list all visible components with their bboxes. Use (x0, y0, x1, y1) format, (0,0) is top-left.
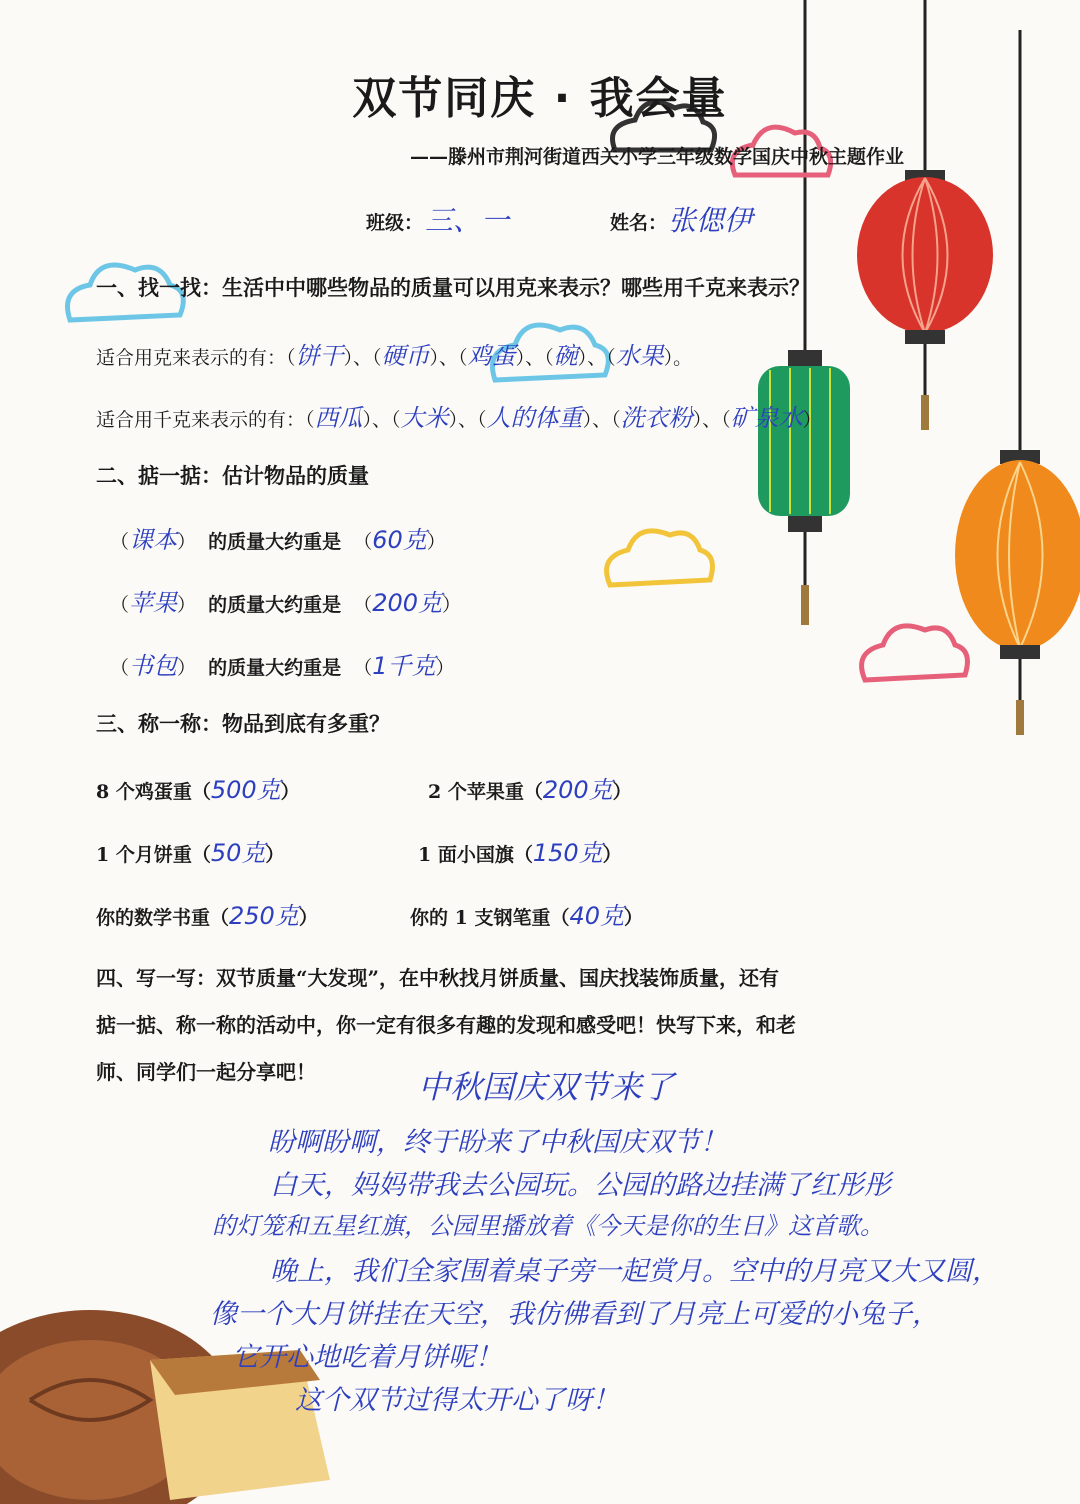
class-value: 三、一 (425, 204, 510, 237)
estimate-middle-text: 的质量大约重是 (208, 594, 342, 616)
weigh-label: 你的数学书重（ (96, 907, 230, 929)
estimate-middle-text: 的质量大约重是 (208, 531, 342, 553)
weigh-row (96, 770, 300, 805)
section1-heading: 一、找一找：生活中中哪些物品的质量可以用克来表示？哪些用千克来表示？ (96, 276, 810, 300)
essay-line: 晚上，我们全家围着桌子旁一起赏月。空中的月亮又大又圆， (270, 1256, 999, 1287)
weigh-close: ） (612, 781, 632, 803)
kg-item: 人的体重 (486, 404, 583, 432)
weigh-value: 50克 (210, 839, 266, 867)
weigh-row (96, 896, 318, 931)
weigh-row (428, 770, 632, 805)
gram-row: 适合用克来表示的有：（饼干）、（硬币）、（鸡蛋）、（碗）、（水果）。 (96, 342, 693, 370)
weigh-close: ） (280, 781, 300, 803)
section4-line: 师、同学们一起分享吧！ (96, 1060, 316, 1084)
weigh-label: 1 个月饼重（ (96, 844, 211, 866)
kg-prefix: 适合用千克来表示的有： (96, 409, 306, 431)
name-value: 张偲伊 (668, 204, 753, 237)
gram-item: 鸡蛋 (467, 342, 516, 370)
estimate-item: 苹果 (129, 589, 178, 617)
weigh-value: 200克 (542, 776, 613, 804)
section4-line: 掂一掂、称一称的活动中，你一定有很多有趣的发现和感受吧！快写下来，和老 (96, 1013, 796, 1037)
name-label: 姓名： (610, 212, 668, 234)
essay-line: 它开心地吃着月饼呢！ (232, 1342, 502, 1373)
estimate-middle-text: 的质量大约重是 (208, 657, 342, 679)
orange-lantern-icon (955, 450, 1080, 735)
estimate-value: 1千克 (372, 652, 436, 680)
weigh-row (96, 833, 284, 868)
essay-line: 像一个大月饼挂在天空，我仿佛看到了月亮上可爱的小兔子， (210, 1299, 939, 1330)
green-lantern-icon (758, 350, 850, 625)
estimate-item: 课本 (129, 526, 178, 554)
section2-heading: 二、掂一掂：估计物品的质量 (96, 464, 369, 488)
estimate-row: （课本） 的质量大约重是 （60克） (110, 526, 446, 554)
section4-line: 四、写一写：双节质量“大发现”，在中秋找月饼质量、国庆找装饰质量，还有 (96, 966, 780, 990)
page-title: 双节同庆 · 我会量 (352, 73, 728, 124)
gram-item: 水果 (615, 342, 664, 370)
weigh-close: ） (624, 907, 644, 929)
kg-row: 适合用千克来表示的有：（西瓜）、（大米）、（人的体重）、（洗衣粉）、（矿泉水） (96, 404, 822, 432)
estimate-item: 书包 (129, 652, 178, 680)
estimate-row: （书包） 的质量大约重是 （1千克） (110, 652, 455, 680)
gram-prefix: 适合用克来表示的有： (96, 347, 287, 369)
weigh-value: 40克 (569, 902, 624, 930)
weigh-label: 2 个苹果重（ (428, 781, 543, 803)
weigh-close: ） (602, 844, 622, 866)
essay-line: 白天，妈妈带我去公园玩。公园的路边挂满了红彤彤 (270, 1170, 891, 1201)
kg-item: 矿泉水 (730, 404, 803, 432)
weigh-row (410, 896, 643, 931)
weigh-label: 1 面小国旗（ (418, 844, 533, 866)
kg-item: 西瓜 (314, 404, 363, 432)
estimate-row: （苹果） 的质量大约重是 （200克） (110, 589, 462, 617)
weigh-row (418, 833, 622, 868)
gram-item: 碗 (553, 342, 578, 370)
weigh-label: 8 个鸡蛋重（ (96, 781, 211, 803)
kg-item: 洗衣粉 (620, 404, 693, 432)
class-label: 班级： (366, 212, 424, 234)
essay-line: 盼啊盼啊，终于盼来了中秋国庆双节！ (268, 1127, 727, 1158)
essay-line: 这个双节过得太开心了呀！ (295, 1385, 619, 1416)
red-lantern-icon (857, 170, 993, 430)
estimate-value: 60克 (372, 526, 427, 554)
page-subtitle: ——滕州市荆河街道西关小学三年级数学国庆中秋主题作业 (410, 146, 905, 168)
weigh-value: 150克 (532, 839, 603, 867)
weigh-value: 250克 (229, 902, 299, 930)
weigh-close: ） (298, 907, 318, 929)
weigh-close: ） (265, 844, 285, 866)
estimate-value: 200克 (372, 589, 443, 617)
gram-item: 饼干 (295, 342, 344, 370)
weigh-value: 500克 (210, 776, 281, 804)
gram-item: 硬币 (381, 342, 430, 370)
essay-line: 的灯笼和五星红旗，公园里播放着《今天是你的生日》这首歌。 (212, 1212, 884, 1240)
section3-heading: 三、称一称：物品到底有多重？ (96, 712, 390, 736)
weigh-label: 你的 1 支钢笔重（ (410, 907, 570, 929)
essay-title: 中秋国庆双节来了 (418, 1068, 675, 1106)
kg-item: 大米 (400, 404, 449, 432)
